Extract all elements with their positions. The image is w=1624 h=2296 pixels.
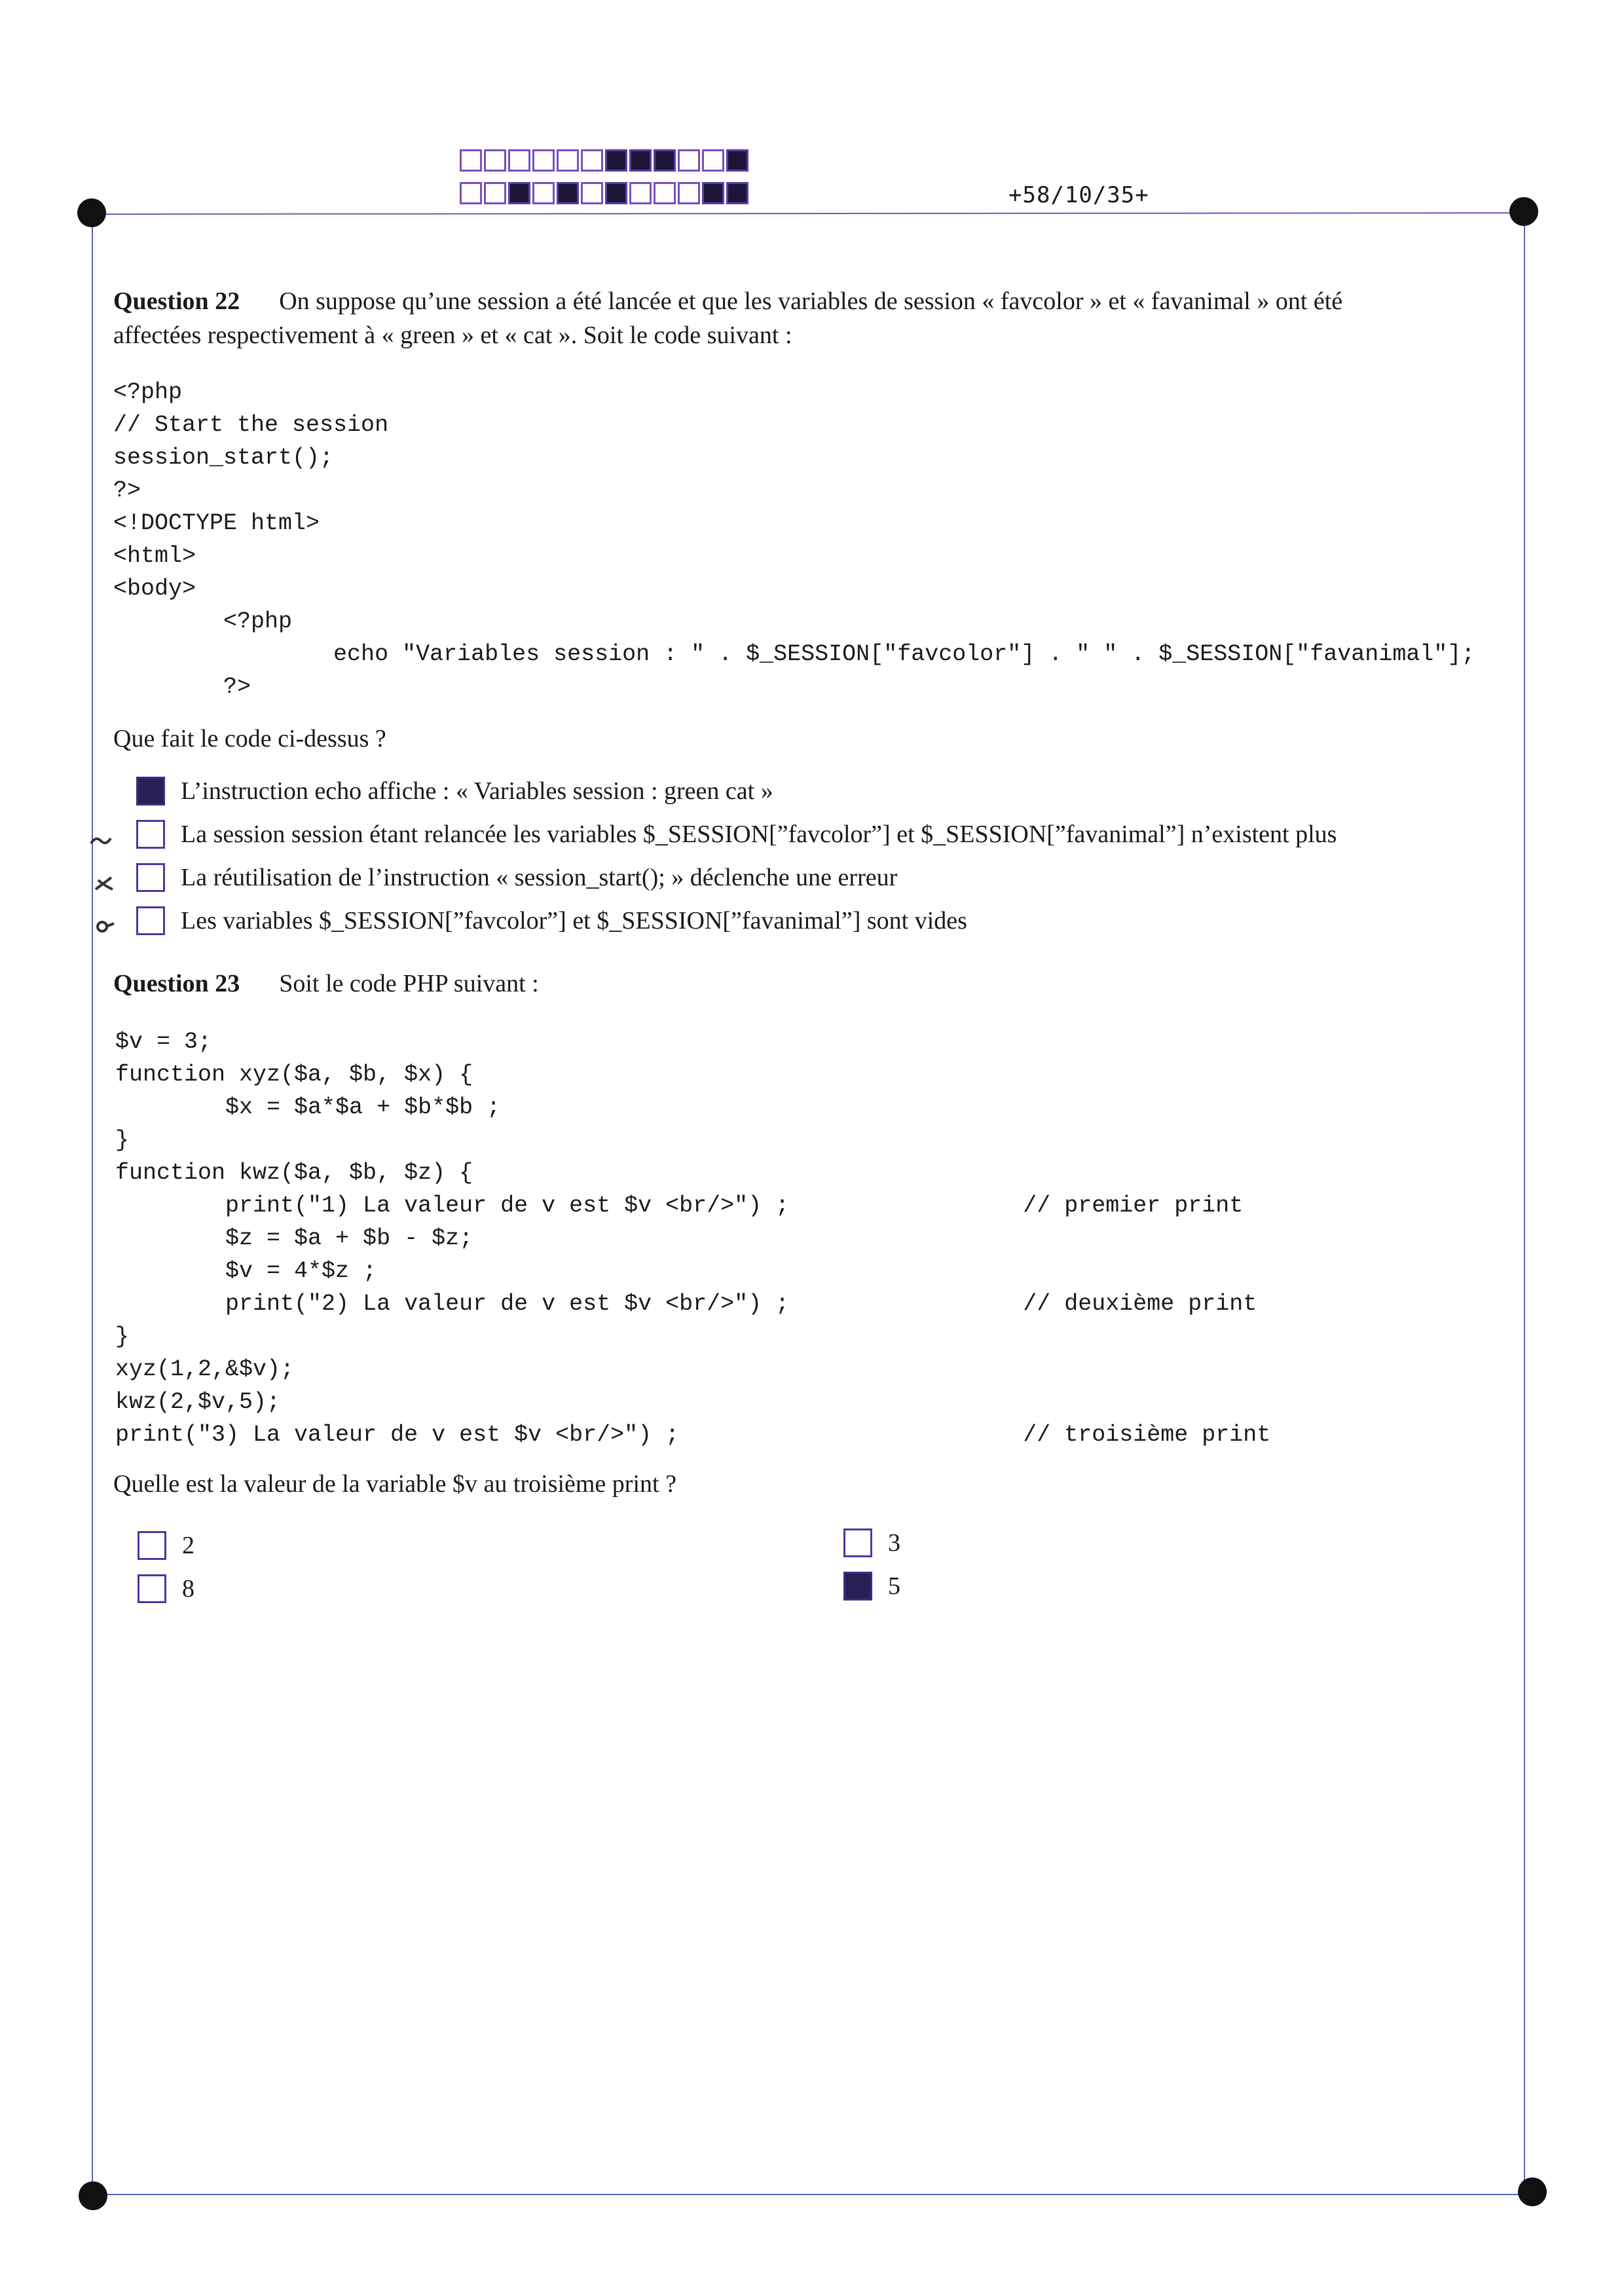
corner-marker-top-left xyxy=(77,198,106,227)
barcode-row-1 xyxy=(460,149,750,172)
q22-answer-4-label: Les variables $_SESSION[”favcolor”] et $_SESSION[”favanimal”] sont vides xyxy=(181,907,967,935)
barcode-cell xyxy=(629,149,652,172)
q22-answer-2[interactable] xyxy=(136,820,1337,849)
page-id: +58/10/35+ xyxy=(1008,182,1149,208)
barcode-cell xyxy=(605,149,627,172)
barcode-cell xyxy=(678,182,700,204)
q22-checkbox-3[interactable] xyxy=(136,863,165,892)
barcode-cell xyxy=(726,182,748,204)
frame-right-line xyxy=(1524,213,1525,2195)
pen-mark-3 xyxy=(92,917,118,936)
barcode-cell xyxy=(702,149,724,172)
barcode-cell xyxy=(532,149,555,172)
barcode-cell xyxy=(508,149,530,172)
q22-answer-1-label: L’instruction echo affiche : « Variables session : green cat » xyxy=(181,777,773,805)
q23-text: Soit le code PHP suivant : xyxy=(279,970,539,997)
q23-code-block: $v = 3; function xyz($a, $b, $x) { $x = $a*$a + $b*$b ; } function kwz($a, $b, $z) { print("1) La valeur de v est $v <br/>") ; // premier print $z = $a + $b - $z; $v = 4*$z ; print("2) La valeur de v est $v <br/>") ; // deuxième print } xyz(1,2,&$v); kwz(2,$v,5); print("3) La valeur de v est $v <br/>") ; // troisième print xyxy=(115,1029,1271,1448)
barcode-cell xyxy=(605,182,627,204)
pen-mark-1 xyxy=(88,832,114,851)
q22-text-line2-wrap xyxy=(113,318,1502,352)
q23-answer-4[interactable] xyxy=(843,1572,900,1601)
barcode-cell xyxy=(678,149,700,172)
corner-marker-bottom-right xyxy=(1518,2177,1547,2206)
q23-question: Quelle est la valeur de la variable $v au troisième print ? xyxy=(113,1470,676,1498)
q23-answer-4-label: 5 xyxy=(888,1572,900,1600)
q22-checkbox-2[interactable] xyxy=(136,820,165,849)
q23-answer-2-label: 8 xyxy=(182,1575,194,1602)
q23-answer-2[interactable] xyxy=(138,1574,194,1603)
q23-checkbox-1[interactable] xyxy=(138,1531,166,1560)
barcode-cell xyxy=(460,182,482,204)
q22-answer-3[interactable] xyxy=(136,863,897,892)
frame-bottom-line xyxy=(93,2194,1532,2195)
q22-answer-1[interactable] xyxy=(136,777,773,805)
barcode-cell xyxy=(581,182,603,204)
barcode-cell xyxy=(654,182,676,204)
barcode-row-2 xyxy=(460,182,750,204)
q23-answer-3-label: 3 xyxy=(888,1529,900,1557)
q23-answer-3[interactable] xyxy=(843,1528,900,1557)
barcode-cell xyxy=(557,149,579,172)
barcode-cell xyxy=(484,182,506,204)
q23-answer-1-label: 2 xyxy=(182,1532,194,1559)
q23-answer-1[interactable] xyxy=(138,1531,194,1560)
q22-question: Que fait le code ci-dessus ? xyxy=(113,725,386,752)
q22-checkbox-4[interactable] xyxy=(136,906,165,935)
barcode-cell xyxy=(581,149,603,172)
q23-checkbox-3[interactable] xyxy=(843,1528,872,1557)
frame-top-line xyxy=(93,212,1524,215)
q22-heading xyxy=(113,284,1502,318)
pen-mark-2 xyxy=(92,874,118,893)
barcode-cell xyxy=(726,149,748,172)
q22-code-block: <?php // Start the session session_start(); ?> <!DOCTYPE html> <html> <body> <?php echo "Variables session : " . $_SESSION["favcolor"] . " " . $_SESSION["favanimal"]; ?> xyxy=(113,379,1475,700)
barcode-cell xyxy=(484,149,506,172)
corner-marker-top-right xyxy=(1509,197,1538,226)
corner-marker-bottom-left xyxy=(79,2181,107,2210)
q22-text-line1: On suppose qu’une session a été lancée et que les variables de session « favcolor » et « favanimal » ont été xyxy=(279,287,1343,315)
q22-text-line2: affectées respectivement à « green » et « cat ». Soit le code suivant : xyxy=(113,322,792,349)
barcode-cell xyxy=(629,182,652,204)
q23-checkbox-4[interactable] xyxy=(843,1572,872,1601)
q22-answer-2-label: La session session étant relancée les variables $_SESSION[”favcolor”] et $_SESSION[”favanimal”] n’existent plus xyxy=(181,821,1337,848)
frame-left-line xyxy=(92,213,93,2195)
barcode-cell xyxy=(532,182,555,204)
q23-checkbox-2[interactable] xyxy=(138,1574,166,1603)
q22-answer-3-label: La réutilisation de l’instruction « session_start(); » déclenche une erreur xyxy=(181,864,898,891)
q22-label: Question 22 xyxy=(113,287,240,315)
barcode-cell xyxy=(557,182,579,204)
barcode-cell xyxy=(654,149,676,172)
barcode-cell xyxy=(460,149,482,172)
q23-heading xyxy=(113,967,1502,1001)
barcode-cell xyxy=(702,182,724,204)
q22-answer-4[interactable] xyxy=(136,906,967,935)
q23-label: Question 23 xyxy=(113,970,240,997)
q22-checkbox-1[interactable] xyxy=(136,777,165,805)
barcode-cell xyxy=(508,182,530,204)
